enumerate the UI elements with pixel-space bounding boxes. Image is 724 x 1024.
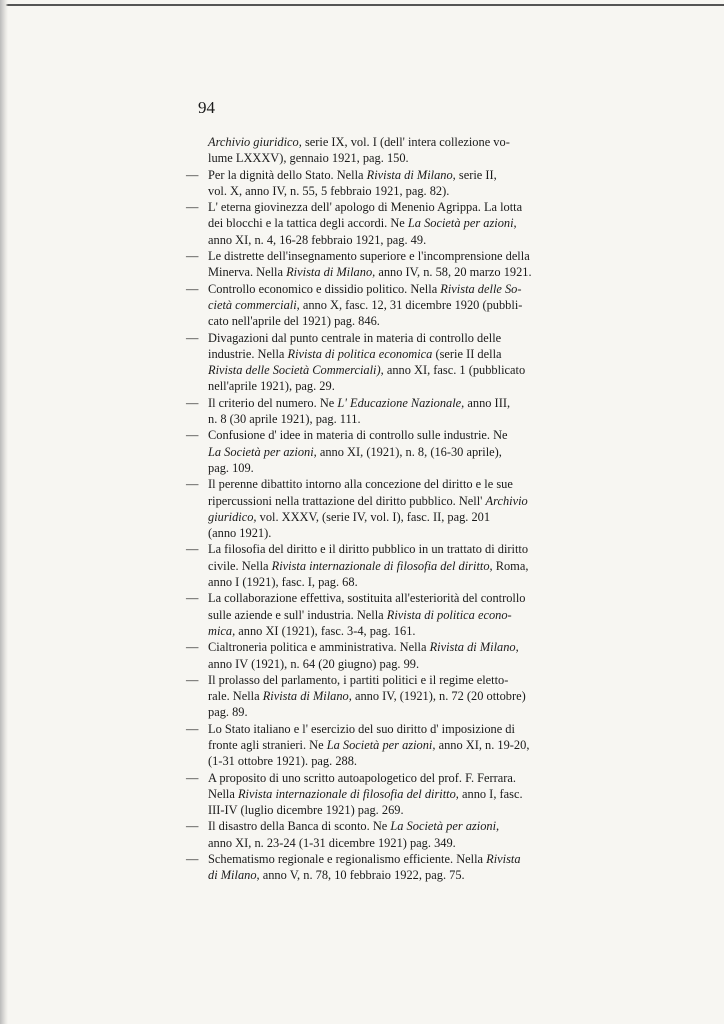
- entry-title-italic: La Società per azioni,: [390, 819, 500, 834]
- entry-title-italic: Rivista di Milano,: [286, 265, 376, 280]
- entry-text: n. 8 (30 aprile 1921), pag. 111.: [208, 412, 361, 427]
- entry-title-italic: di Milano,: [208, 868, 260, 883]
- entry-text: pag. 89.: [208, 705, 248, 720]
- entry-line: [208, 476, 618, 492]
- entry-text: Il disastro della Banca di sconto. Ne: [208, 819, 391, 834]
- entry-line: [208, 134, 618, 150]
- entry-text: Schematismo regionale e regionalismo efficiente. Nella: [208, 852, 487, 867]
- entry-dash: —: [186, 640, 199, 655]
- entry-text: Per la dignità dello Stato. Nella: [208, 167, 367, 182]
- entry-dash: —: [186, 330, 199, 345]
- entry-text: III-IV (luglio dicembre 1921) pag. 269.: [208, 803, 404, 818]
- entry-text: Lo Stato italiano e l' esercizio del suo diritto d' imposizione di: [208, 721, 515, 736]
- entry-text: industrie. Nella: [208, 346, 288, 361]
- bibliography-list: [186, 134, 618, 884]
- entry-title-italic: La Società per azioni,: [326, 737, 436, 752]
- entry-text: lume LXXXV), gennaio 1921, pag. 150.: [208, 151, 409, 166]
- entry-line: [208, 330, 618, 346]
- bibliography-entry: [186, 427, 618, 476]
- entry-line: [208, 525, 618, 541]
- entry-line: [208, 509, 618, 525]
- entry-text: Le distrette dell'insegnamento superiore e l'incomprensione della: [208, 249, 530, 264]
- entry-title-italic: giuridico,: [208, 509, 257, 524]
- entry-line: [208, 264, 618, 280]
- entry-text: Il perenne dibattito intorno alla concezione del diritto e le sue: [208, 477, 513, 492]
- entry-title-italic: Rivista internazionale di filosofia del diritto,: [271, 558, 493, 573]
- entry-title-italic: cietà commerciali,: [208, 297, 300, 312]
- entry-text: cato nell'aprile del 1921) pag. 846.: [208, 314, 380, 329]
- entry-dash: —: [186, 852, 199, 867]
- entry-line: [208, 167, 618, 183]
- entry-text: rale. Nella: [208, 689, 263, 704]
- entry-line: [208, 493, 618, 509]
- entry-line: [208, 867, 618, 883]
- entry-dash: —: [186, 428, 199, 443]
- entry-text: anno III,: [464, 395, 511, 410]
- entry-line: [208, 704, 618, 720]
- entry-line: [208, 346, 618, 362]
- entry-line: [208, 770, 618, 786]
- entry-line: [208, 215, 618, 231]
- entry-text: anno XI, n. 23-24 (1-31 dicembre 1921) pag. 349.: [208, 835, 456, 850]
- entry-line: [208, 281, 618, 297]
- entry-text: anno XI (1921), fasc. 3-4, pag. 161.: [235, 623, 416, 638]
- entry-line: [208, 590, 618, 606]
- entry-text: sulle aziende e sull' industria. Nella: [208, 607, 387, 622]
- entry-text: anno IV (1921), n. 64 (20 giugno) pag. 99.: [208, 656, 420, 671]
- entry-dash: —: [186, 542, 199, 557]
- entry-line: [208, 753, 618, 769]
- entry-text: (serie II della: [432, 346, 502, 361]
- entry-text: civile. Nella: [208, 558, 272, 573]
- entry-text: Roma,: [492, 558, 529, 573]
- entry-text: La filosofia del diritto e il diritto pubblico in un trattato di diritto: [208, 542, 529, 557]
- entry-text: anno XI, fasc. 1 (pubblicato: [383, 363, 526, 378]
- entry-dash: —: [186, 249, 199, 264]
- entry-text: Nella: [208, 786, 238, 801]
- entry-dash: —: [186, 770, 199, 785]
- entry-title-italic: La Società per azioni,: [407, 216, 517, 231]
- entry-dash: —: [186, 167, 199, 182]
- entry-text: fronte agli stranieri. Ne: [208, 737, 327, 752]
- entry-text: anno V, n. 78, 10 febbraio 1922, pag. 75.: [259, 868, 465, 883]
- entry-title-italic: Rivista internazionale di filosofia del diritto,: [237, 786, 459, 801]
- entry-dash: —: [186, 200, 199, 215]
- entry-title-italic: Rivista di politica economica: [287, 346, 433, 361]
- bibliography-entry: [186, 672, 618, 721]
- entry-title-italic: Rivista delle So-: [440, 281, 522, 296]
- entry-line: [208, 786, 618, 802]
- page-number: 94: [198, 98, 215, 117]
- entry-line: [208, 460, 618, 476]
- bibliography-entry: [186, 818, 618, 851]
- bibliography-entry: [186, 395, 618, 428]
- entry-line: [208, 427, 618, 443]
- entry-line: [208, 395, 618, 411]
- bibliography-entry: [186, 199, 618, 248]
- entry-text: anno IV, n. 58, 20 marzo 1921.: [375, 265, 532, 280]
- bibliography-entry: [186, 134, 618, 167]
- entry-title-italic: Rivista: [486, 852, 521, 867]
- entry-text: (anno 1921).: [208, 526, 272, 541]
- bibliography-entry: [186, 851, 618, 884]
- entry-title-italic: Rivista di Milano,: [366, 167, 456, 182]
- page-binding-edge: [0, 0, 8, 1024]
- entry-text: serie II,: [455, 167, 497, 182]
- entry-title-italic: mica,: [208, 623, 236, 638]
- entry-line: [208, 574, 618, 590]
- entry-text: pag. 109.: [208, 460, 254, 475]
- entry-text: Confusione d' idee in materia di controllo sulle industrie. Ne: [208, 428, 508, 443]
- entry-text: dei blocchi e la tattica degli accordi. Ne: [208, 216, 408, 231]
- entry-text: anno XI, (1921), n. 8, (16-30 aprile),: [316, 444, 502, 459]
- entry-text: Il prolasso del parlamento, i partiti politici e il regime eletto-: [208, 672, 509, 687]
- entry-text: vol. X, anno IV, n. 55, 5 febbraio 1921, pag. 82).: [208, 183, 450, 198]
- entry-line: [208, 656, 618, 672]
- entry-line: [208, 623, 618, 639]
- bibliography-entry: [186, 541, 618, 590]
- bibliography-entry: [186, 330, 618, 395]
- entry-title-italic: Rivista di politica econo-: [386, 607, 512, 622]
- entry-text: nell'aprile 1921), pag. 29.: [208, 379, 335, 394]
- entry-dash: —: [186, 281, 199, 296]
- entry-line: [208, 248, 618, 264]
- entry-text: anno IV, (1921), n. 72 (20 ottobre): [351, 689, 526, 704]
- bibliography-entry: [186, 590, 618, 639]
- entry-text: anno I, fasc.: [458, 786, 523, 801]
- entry-line: [208, 818, 618, 834]
- entry-title-italic: Rivista di Milano,: [429, 640, 519, 655]
- entry-line: [208, 313, 618, 329]
- entry-line: [208, 362, 618, 378]
- entry-line: [208, 607, 618, 623]
- bibliography-entry: [186, 721, 618, 770]
- entry-line: [208, 639, 618, 655]
- entry-line: [208, 737, 618, 753]
- entry-line: [208, 802, 618, 818]
- entry-line: [208, 444, 618, 460]
- entry-text: anno XI, n. 19-20,: [435, 737, 530, 752]
- entry-line: [208, 835, 618, 851]
- entry-line: [208, 558, 618, 574]
- entry-dash: —: [186, 395, 199, 410]
- entry-text: L' eterna giovinezza dell' apologo di Menenio Agrippa. La lotta: [208, 200, 523, 215]
- entry-text: A proposito di uno scritto autoapologetico del prof. F. Ferrara.: [208, 770, 517, 785]
- entry-dash: —: [186, 721, 199, 736]
- entry-title-italic: Archivio giuridico,: [208, 135, 302, 149]
- entry-text: (1-31 ottobre 1921). pag. 288.: [208, 754, 358, 769]
- bibliography-entry: [186, 639, 618, 672]
- entry-title-italic: Rivista di Milano,: [262, 689, 352, 704]
- entry-line: [208, 411, 618, 427]
- top-border-rule: [0, 4, 724, 6]
- entry-text: anno XI, n. 4, 16-28 febbraio 1921, pag. 49.: [208, 232, 427, 247]
- entry-line: [208, 297, 618, 313]
- entry-line: [208, 199, 618, 215]
- entry-dash: —: [186, 477, 199, 492]
- entry-text: ripercussioni nella trattazione del diritto pubblico. Nell': [208, 493, 486, 508]
- entry-title-italic: La Società per azioni,: [208, 444, 317, 459]
- entry-text: Divagazioni dal punto centrale in materia di controllo delle: [208, 330, 502, 345]
- entry-title-italic: L' Educazione Nazionale,: [337, 395, 465, 410]
- entry-line: [208, 541, 618, 557]
- entry-text: La collaborazione effettiva, sostituita all'esteriorità del controllo: [208, 591, 526, 606]
- entry-line: [208, 183, 618, 199]
- entry-line: [208, 378, 618, 394]
- entry-line: [208, 150, 618, 166]
- entry-dash: —: [186, 591, 199, 606]
- entry-title-italic: Archivio: [485, 493, 528, 508]
- entry-text: serie IX, vol. I (dell' intera collezione vo-: [301, 135, 510, 149]
- entry-title-italic: Rivista delle Società Commerciali),: [208, 363, 384, 378]
- entry-line: [208, 232, 618, 248]
- entry-line: [208, 688, 618, 704]
- entry-text: Cialtroneria politica e amministrativa. Nella: [208, 640, 430, 655]
- entry-line: [208, 721, 618, 737]
- entry-dash: —: [186, 819, 199, 834]
- entry-text: Il criterio del numero. Ne: [208, 395, 338, 410]
- bibliography-entry: [186, 167, 618, 200]
- entry-line: [208, 851, 618, 867]
- entry-text: Minerva. Nella: [208, 265, 287, 280]
- bibliography-entry: [186, 281, 618, 330]
- bibliography-entry: [186, 248, 618, 281]
- entry-dash: —: [186, 672, 199, 687]
- bibliography-entry: [186, 476, 618, 541]
- bibliography-entry: [186, 770, 618, 819]
- entry-text: vol. XXXV, (serie IV, vol. I), fasc. II, pag. 201: [256, 509, 491, 524]
- entry-text: anno I (1921), fasc. I, pag. 68.: [208, 575, 358, 590]
- entry-line: [208, 672, 618, 688]
- entry-text: anno X, fasc. 12, 31 dicembre 1920 (pubbli-: [299, 297, 523, 312]
- entry-text: Controllo economico e dissidio politico. Nella: [208, 281, 441, 296]
